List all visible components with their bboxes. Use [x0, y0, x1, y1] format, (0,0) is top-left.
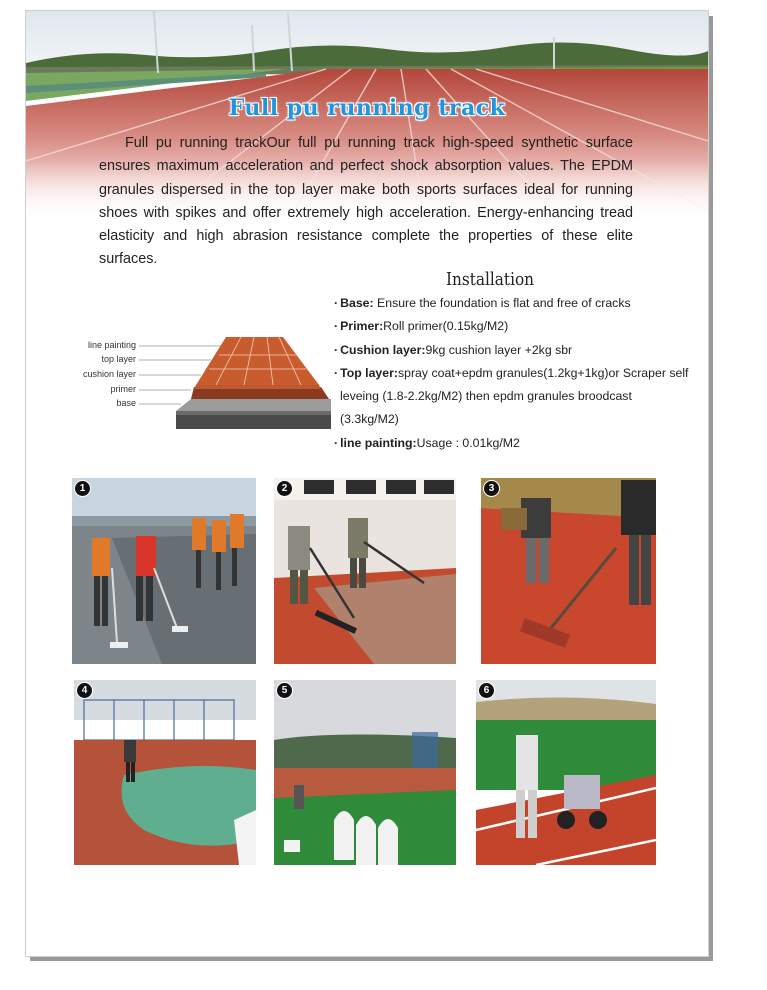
document-page: [25, 10, 709, 957]
photo-number-badge: 3: [483, 480, 500, 497]
layer-label-top-layer: top layer: [101, 354, 136, 364]
step-text: Usage : 0.01kg/M2: [416, 435, 520, 450]
photo-number-badge: 5: [276, 682, 293, 699]
photo-number-badge: 2: [276, 480, 293, 497]
photo-3-granule-broadcast: [481, 478, 656, 664]
step-base: [334, 292, 694, 315]
step-label: Cushion layer:: [340, 342, 426, 357]
layer-stack-illustration: [51, 323, 331, 429]
photo-5-field-construction: [274, 680, 456, 865]
intro-paragraph: Full pu running trackOur full pu running track high-speed synthetic surface ensures maximum acceleration and perfect shock absorption values. The EPDM granules dispersed in the top layer make both sports surfaces ideal for running shoes with spikes and offer extremely high acceleration. Energy-enhancing tread elasticity and high abrasion resistance complete the properties of these elite surfaces.: [99, 135, 633, 268]
layer-diagram: [51, 323, 331, 429]
photo-number-badge: 6: [478, 682, 495, 699]
step-top-layer: [334, 362, 694, 432]
page-title: Full pu running track: [228, 95, 506, 121]
photo-2-scraper-leveling: [274, 478, 456, 664]
layer-label-base: base: [116, 398, 136, 408]
step-label: Base:: [340, 296, 374, 310]
layer-label-cushion-layer: cushion layer: [82, 369, 136, 379]
step-label: Primer:: [340, 319, 384, 334]
step-label: line painting:: [340, 435, 417, 450]
step-text: Ensure the foundation is flat and free of cracks: [373, 296, 631, 310]
photo-number-badge: 4: [76, 682, 93, 699]
photo-6-line-painting: [476, 680, 656, 865]
installation-steps: [334, 292, 694, 455]
step-label: Top layer:: [340, 365, 398, 380]
step-line-painting: [334, 432, 694, 455]
photo-number-badge: 1: [74, 480, 91, 497]
step-primer: [334, 315, 694, 338]
step-text: 9kg cushion layer +2kg sbr: [425, 342, 573, 357]
step-text: Roll primer(0.15kg/M2): [383, 319, 509, 334]
layer-label-line-painting: line painting: [87, 340, 136, 350]
photo-1-primer-rolling: [72, 478, 256, 664]
step-text: spray coat+epdm granules(1.2kg+1kg)or Scraper self leveing (1.8-2.2kg/M2) then epdm granules broodcast (3.3kg/M2): [340, 365, 689, 427]
step-cushion-layer: [334, 339, 694, 362]
layer-label-primer: primer: [110, 384, 136, 394]
installation-heading: Installation: [446, 269, 535, 290]
photo-4-track-coating: [74, 680, 256, 865]
